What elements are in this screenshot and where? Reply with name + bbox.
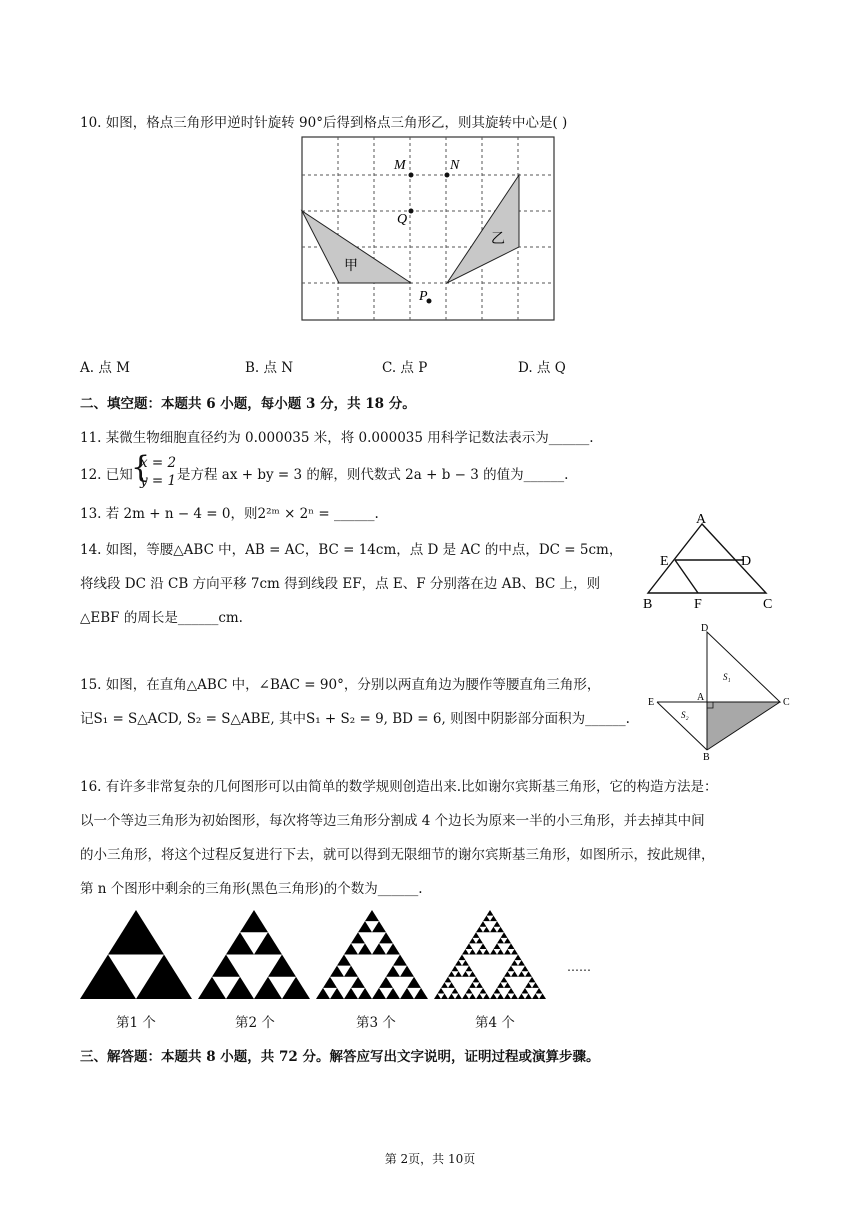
black-triangle bbox=[476, 938, 483, 944]
q14-triangle-figure bbox=[640, 510, 780, 610]
black-triangle bbox=[445, 977, 452, 983]
q14-label-c: C bbox=[763, 597, 773, 612]
black-triangle bbox=[438, 988, 445, 994]
q14-label-d: D bbox=[741, 554, 752, 569]
q15-figure bbox=[645, 622, 795, 763]
black-triangle bbox=[483, 949, 490, 955]
black-triangle bbox=[518, 971, 525, 977]
black-triangle bbox=[365, 910, 379, 921]
black-triangle bbox=[254, 977, 282, 999]
black-triangle bbox=[497, 982, 504, 988]
black-triangle bbox=[282, 977, 310, 999]
black-triangle bbox=[452, 966, 459, 972]
q12-prefix: 12. 已知 bbox=[80, 467, 133, 483]
black-triangle bbox=[323, 977, 337, 988]
black-triangle bbox=[473, 977, 480, 983]
black-triangle bbox=[469, 982, 476, 988]
black-triangle bbox=[108, 910, 164, 955]
black-triangle bbox=[515, 955, 522, 961]
sierpinski-figure-2 bbox=[198, 910, 310, 1000]
black-triangle bbox=[476, 993, 483, 999]
black-triangle bbox=[511, 960, 518, 966]
q15-label-c: C bbox=[783, 697, 790, 708]
black-triangle bbox=[379, 977, 393, 988]
black-triangle bbox=[414, 988, 428, 999]
point-q bbox=[409, 209, 414, 214]
black-triangle bbox=[504, 982, 511, 988]
q15-label-d: D bbox=[701, 623, 709, 634]
black-triangle bbox=[469, 993, 476, 999]
black-triangle bbox=[508, 943, 515, 949]
black-triangle bbox=[511, 949, 518, 955]
black-triangle bbox=[434, 993, 441, 999]
black-triangle bbox=[393, 955, 407, 966]
black-triangle bbox=[358, 921, 372, 932]
black-triangle bbox=[337, 955, 351, 966]
black-triangle bbox=[483, 916, 490, 922]
q16-caption-2: 第2 个 bbox=[235, 1015, 275, 1031]
black-triangle bbox=[518, 960, 525, 966]
black-triangle bbox=[476, 982, 483, 988]
black-triangle bbox=[525, 982, 532, 988]
black-triangle bbox=[198, 977, 226, 999]
black-triangle bbox=[497, 938, 504, 944]
black-triangle bbox=[344, 943, 358, 954]
black-triangle bbox=[466, 988, 473, 994]
black-triangle bbox=[469, 971, 476, 977]
black-triangle bbox=[483, 993, 490, 999]
black-triangle bbox=[497, 927, 504, 933]
black-triangle bbox=[525, 993, 532, 999]
q16-ellipsis: …… bbox=[567, 960, 591, 974]
black-triangle bbox=[518, 993, 525, 999]
triangle-yi bbox=[447, 175, 519, 283]
q10-stem: 10. 如图，格点三角形甲逆时针旋转 90°后得到格点三角形乙，则其旋转中心是( ) bbox=[80, 115, 568, 131]
label-p: P bbox=[419, 289, 428, 304]
black-triangle bbox=[358, 988, 372, 999]
black-triangle bbox=[212, 955, 240, 977]
black-triangle bbox=[462, 960, 469, 966]
black-triangle bbox=[480, 943, 487, 949]
black-triangle bbox=[441, 982, 448, 988]
black-triangle bbox=[240, 910, 268, 932]
black-triangle bbox=[407, 977, 421, 988]
point-m bbox=[409, 173, 414, 178]
point-n bbox=[445, 173, 450, 178]
black-triangle bbox=[226, 932, 254, 954]
black-triangle bbox=[522, 966, 529, 972]
black-triangle bbox=[372, 943, 386, 954]
sierpinski-figure-1 bbox=[80, 910, 192, 1000]
black-triangle bbox=[268, 955, 296, 977]
black-triangle bbox=[386, 966, 400, 977]
black-triangle bbox=[455, 971, 462, 977]
black-triangle bbox=[372, 921, 386, 932]
q16-line4: 第 n 个图形中剩余的三角形(黑色三角形)的个数为______. bbox=[80, 881, 423, 897]
black-triangle bbox=[226, 977, 254, 999]
q15-line2: 记S₁ = S△ACD, S₂ = S△ABE, 其中S₁ + S₂ = 9, BD = 6, 则图中阴影部分面积为______. bbox=[80, 711, 630, 727]
black-triangle bbox=[469, 938, 476, 944]
black-triangle bbox=[504, 993, 511, 999]
black-triangle bbox=[448, 993, 455, 999]
label-n: N bbox=[450, 158, 460, 173]
q14-label-e: E bbox=[660, 554, 669, 569]
black-triangle bbox=[476, 927, 483, 933]
q16-caption-1: 第1 个 bbox=[116, 1015, 156, 1031]
black-triangle bbox=[508, 966, 515, 972]
q14-line3: △EBF 的周长是______cm. bbox=[80, 610, 243, 626]
label-jia: 甲 bbox=[344, 258, 358, 274]
q11-text: 11. 某微生物细胞直径约为 0.000035 米，将 0.000035 用科学记数法表示为______. bbox=[80, 430, 594, 446]
black-triangle bbox=[400, 966, 414, 977]
label-q: Q bbox=[397, 212, 408, 227]
q13-text: 13. 若 2m + n − 4 = 0，则2²ᵐ × 2ⁿ = ______. bbox=[80, 506, 379, 522]
black-triangle bbox=[504, 949, 511, 955]
black-triangle bbox=[525, 971, 532, 977]
black-triangle bbox=[480, 988, 487, 994]
black-triangle bbox=[532, 982, 539, 988]
q10-option-b: B. 点 N bbox=[245, 360, 294, 376]
black-triangle bbox=[536, 988, 543, 994]
black-triangle bbox=[504, 938, 511, 944]
black-triangle bbox=[476, 949, 483, 955]
q12-eq2: y = 1 bbox=[140, 473, 177, 489]
q14-label-a: A bbox=[696, 512, 707, 527]
black-triangle bbox=[344, 988, 358, 999]
q10-grid-figure bbox=[302, 137, 556, 323]
q15-label-b: B bbox=[703, 752, 710, 763]
sierpinski-figure-4 bbox=[434, 910, 546, 1000]
black-triangle bbox=[455, 960, 462, 966]
black-triangle bbox=[372, 988, 386, 999]
black-triangle bbox=[316, 988, 330, 999]
black-triangle bbox=[462, 949, 469, 955]
black-triangle bbox=[522, 988, 529, 994]
section2-heading: 二、填空题：本题共 6 小题，每小题 3 分，共 18 分。 bbox=[80, 396, 416, 412]
q10-option-a: A. 点 M bbox=[80, 360, 130, 376]
black-triangle bbox=[448, 982, 455, 988]
black-triangle bbox=[483, 927, 490, 933]
black-triangle bbox=[529, 977, 536, 983]
black-triangle bbox=[497, 949, 504, 955]
black-triangle bbox=[330, 966, 344, 977]
sierpinski-figure-3 bbox=[316, 910, 428, 1000]
black-triangle bbox=[441, 993, 448, 999]
black-triangle bbox=[358, 943, 372, 954]
black-triangle bbox=[497, 993, 504, 999]
black-triangle bbox=[254, 932, 282, 954]
page-footer: 第 2页，共 10页 bbox=[384, 1152, 476, 1166]
q14-label-f: F bbox=[694, 597, 702, 612]
black-triangle bbox=[459, 955, 466, 961]
black-triangle bbox=[466, 943, 473, 949]
black-triangle bbox=[511, 993, 518, 999]
black-triangle bbox=[386, 943, 400, 954]
q12-suffix: 是方程 ax + by = 3 的解，则代数式 2a + b − 3 的值为______. bbox=[177, 467, 569, 483]
q10-option-d: D. 点 Q bbox=[518, 360, 566, 376]
black-triangle bbox=[379, 932, 393, 943]
q15-label-e: E bbox=[648, 697, 655, 708]
black-triangle bbox=[480, 921, 487, 927]
black-triangle bbox=[504, 971, 511, 977]
q12-brace: { bbox=[131, 450, 151, 485]
q15-label-s2: S₂ bbox=[681, 710, 689, 720]
black-triangle bbox=[539, 993, 546, 999]
black-triangle bbox=[490, 993, 497, 999]
q14-label-b: B bbox=[643, 597, 653, 612]
q14-line1: 14. 如图，等腰△ABC 中，AB = AC，BC = 14cm，点 D 是 AC 的中点，DC = 5cm， bbox=[80, 542, 623, 558]
black-triangle bbox=[344, 966, 358, 977]
black-triangle bbox=[351, 932, 365, 943]
black-triangle bbox=[501, 977, 508, 983]
black-triangle bbox=[508, 988, 515, 994]
q16-caption-3: 第3 个 bbox=[356, 1015, 396, 1031]
black-triangle bbox=[490, 916, 497, 922]
q16-line2: 以一个等边三角形为初始图形，每次将等边三角形分割成 4 个边长为原来一半的小三角形，并去掉其中间 bbox=[80, 813, 705, 829]
section3-heading: 三、解答题：本题共 8 小题，共 72 分。解答应写出文字说明，证明过程或演算步骤。 bbox=[80, 1049, 600, 1065]
black-triangle bbox=[136, 955, 192, 1000]
q15-label-a: A bbox=[697, 692, 705, 703]
black-triangle bbox=[462, 993, 469, 999]
black-triangle bbox=[494, 988, 501, 994]
black-triangle bbox=[80, 955, 136, 1000]
black-triangle bbox=[462, 971, 469, 977]
black-triangle bbox=[448, 971, 455, 977]
black-triangle bbox=[494, 921, 501, 927]
black-triangle bbox=[532, 993, 539, 999]
black-triangle bbox=[386, 988, 400, 999]
label-m: M bbox=[394, 158, 406, 173]
black-triangle bbox=[487, 910, 494, 916]
black-triangle bbox=[469, 949, 476, 955]
q12-eq1: x = 2 bbox=[140, 455, 177, 471]
black-triangle bbox=[490, 949, 497, 955]
black-triangle bbox=[501, 932, 508, 938]
black-triangle bbox=[330, 988, 344, 999]
black-triangle bbox=[473, 932, 480, 938]
q16-caption-4: 第4 个 bbox=[475, 1015, 515, 1031]
q15-label-s1: S₁ bbox=[723, 672, 731, 682]
q15-line1: 15. 如图，在直角△ABC 中，∠BAC = 90°，分别以两直角边为腰作等腰直角三角形， bbox=[80, 677, 601, 693]
black-triangle bbox=[494, 943, 501, 949]
q16-line1: 16. 有许多非常复杂的几何图形可以由简单的数学规则创造出来.比如谢尔宾斯基三角形，它的构造方法是： bbox=[80, 779, 718, 795]
label-yi: 乙 bbox=[491, 231, 505, 247]
black-triangle bbox=[400, 988, 414, 999]
black-triangle bbox=[351, 977, 365, 988]
q16-line3: 的小三角形，将这个过程反复进行下去，就可以得到无限细节的谢尔宾斯基三角形，如图所示，按此规律， bbox=[80, 847, 715, 863]
black-triangle bbox=[490, 927, 497, 933]
q14-line2: 将线段 DC 沿 CB 方向平移 7cm 得到线段 EF，点 E、F 分别落在边 AB、BC 上，则 bbox=[80, 576, 601, 592]
black-triangle bbox=[455, 993, 462, 999]
black-triangle bbox=[511, 971, 518, 977]
black-triangle bbox=[466, 966, 473, 972]
q10-option-c: C. 点 P bbox=[382, 360, 428, 376]
black-triangle bbox=[452, 988, 459, 994]
